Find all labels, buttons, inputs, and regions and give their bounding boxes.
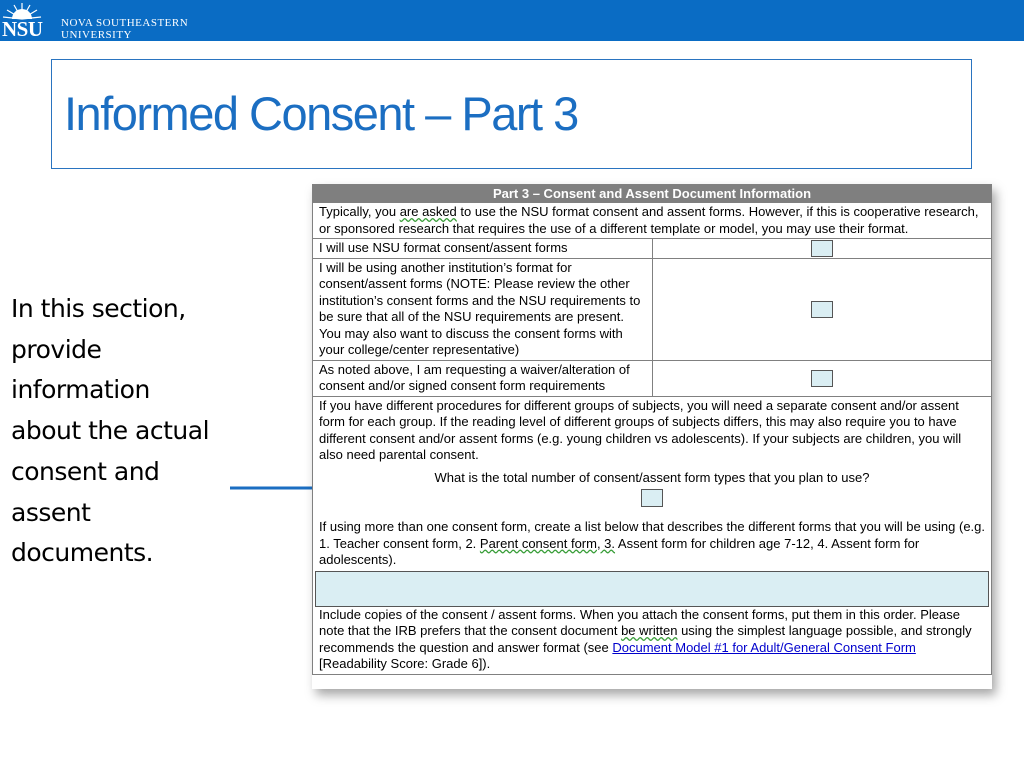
option-nsu-format-checkbox[interactable] [811, 240, 833, 257]
form-list-input[interactable] [315, 571, 989, 607]
logo-line2: UNIVERSITY [61, 29, 132, 41]
slide-title: Informed Consent – Part 3 [64, 87, 578, 140]
option-waiver-checkbox[interactable] [811, 370, 833, 387]
intro-before: Typically, you [319, 204, 400, 219]
option-waiver: As noted above, I am requesting a waiver/alteration of consent and/or signed consent form requirements [313, 360, 653, 396]
multi-form-flag: Parent consent form, 3. [479, 535, 616, 551]
document-model-link[interactable]: Document Model #1 for Adult/General Consent Form [612, 639, 916, 655]
form-heading: Part 3 – Consent and Assent Document Information [313, 185, 992, 203]
logo-abbrev: NSU [2, 17, 43, 41]
intro-flag: are asked [399, 204, 457, 219]
logo-line1: NOVA SOUTHEASTERN [61, 17, 189, 29]
include-after: [Readability Score: Grade 6]). [319, 656, 491, 671]
form-table [312, 184, 992, 675]
option-other-institution-checkbox[interactable] [811, 301, 833, 318]
multi-form-after: Assent form for children age 7-12, 4. Assent form for adolescents). [319, 535, 920, 567]
form-count-input[interactable] [641, 489, 663, 507]
intro-text [313, 203, 992, 239]
include-middle: using the simplest language possible, and strongly recommends the question and answer format (see [319, 623, 972, 655]
title-box [51, 59, 972, 169]
form-count-question: What is the total number of consent/assent form types that you plan to use? [434, 469, 870, 485]
nsu-logo[interactable] [0, 0, 220, 41]
include-flag: be written [621, 623, 678, 638]
option-other-institution: I will be using another institution’s format for consent/assent forms (NOTE: Please review the other institution’s consent forms and the NSU requirements to be sure that all of the NSU requirements are present. You may also want to discuss the consent forms with your college/center representative) [313, 258, 653, 360]
include-before: Include copies of the consent / assent forms. When you attach the consent forms, put them in this order. Please note that the IRB prefers that the consent document [319, 606, 960, 638]
form-document [312, 184, 992, 689]
side-text: In this section, provide information about the actual consent and assent documents. [11, 294, 210, 568]
option-nsu-format: I will use NSU format consent/assent forms [313, 239, 653, 259]
include-text [319, 607, 985, 673]
multi-form-before: If using more than one consent form, create a list below that describes the different forms that you will be using (e.g. 1. Teacher consent form, 2. [319, 519, 985, 551]
intro-after: to use the NSU format consent and assent forms. However, if this is cooperative research, or sponsored research that requires the use of a different template or model, you may use their format. [319, 204, 979, 236]
groups-text: If you have different procedures for different groups of subjects, you will need a separate consent and/or assent form for each group. If the reading level of different groups of subjects differs, this may also require you to have different consent and/or assent forms (e.g. young children vs adolescents). If your subjects are children, you will also need parental consent. [319, 397, 962, 462]
groups-section [313, 396, 992, 674]
multi-form-text [319, 519, 985, 569]
